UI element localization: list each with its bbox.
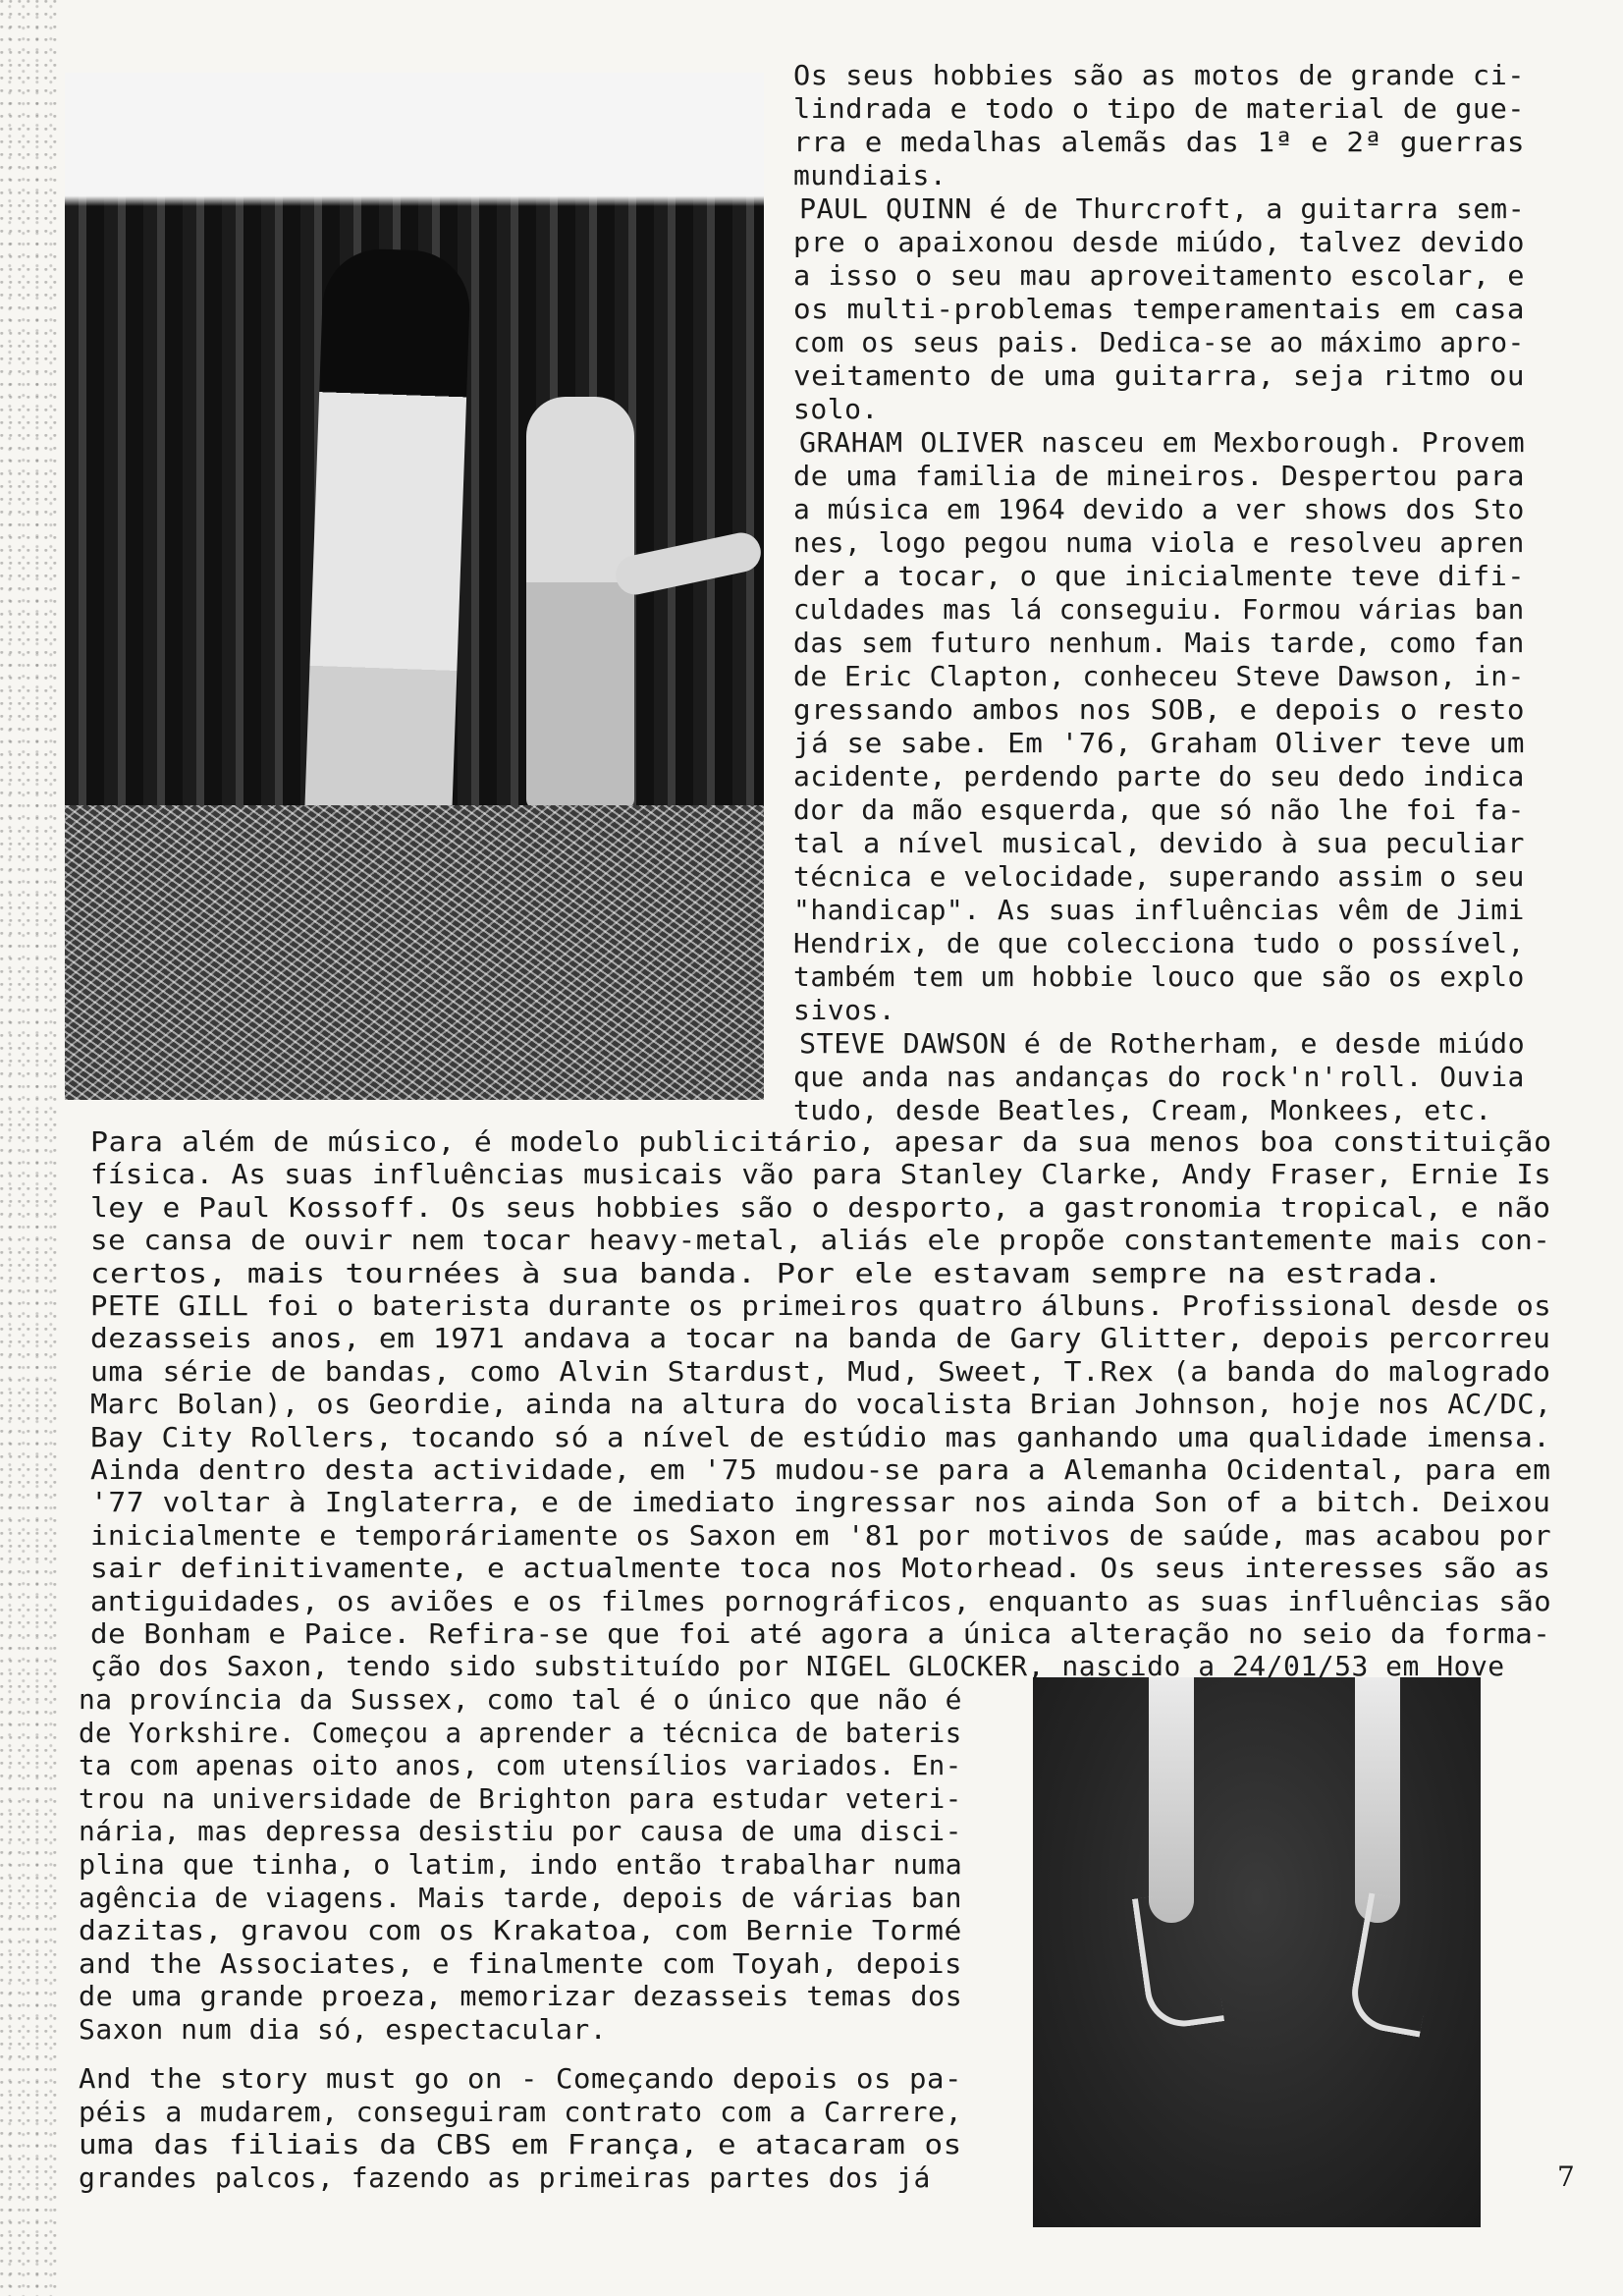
text-line: trou na universidade de Brighton para estudar veteri- (79, 1781, 962, 1815)
text-line: dazitas, gravou com os Krakatoa, com Bernie Tormé (79, 1914, 962, 1947)
text-line: ley e Paul Kossoff. Os seus hobbies são o desporto, a gastronomia tropical, e não (90, 1190, 1551, 1224)
text-line: certos, mais tournées à sua banda. Por ele estavam sempre na estrada. (90, 1256, 1443, 1289)
text-line: Hendrix, de que colecciona tudo o possível, (793, 927, 1525, 959)
text-line: física. As suas influências musicais vão para Stanley Clarke, Andy Fraser, Ernie Is (90, 1158, 1552, 1191)
text-line: mundiais. (793, 159, 947, 191)
text-line: ção dos Saxon, tendo sido substituído por NIGEL GLOCKER, nascido a 24/01/53 em Hove (90, 1650, 1505, 1683)
text-line: grandes palcos, fazendo as primeiras partes dos já (79, 2160, 931, 2194)
text-line: acidente, perdendo parte do seu dedo indica (793, 760, 1525, 793)
text-line: solo. (793, 393, 879, 425)
text-line: péis a mudarem, conseguiram contrato com a Carrere, (79, 2095, 963, 2128)
text-line: Saxon num dia só, espectacular. (79, 2013, 608, 2046)
text-line: PETE GILL foi o baterista durante os primeiros quatro álbuns. Profissional desde os (90, 1289, 1552, 1322)
text-line: der a tocar, o que inicialmente teve difi- (793, 560, 1526, 592)
text-line: Marc Bolan), os Geordie, ainda na altura do vocalista Brian Johnson, hoje nos AC/DC, (90, 1388, 1552, 1421)
text-line: os multi-problemas temperamentais em casa (793, 293, 1526, 325)
text-line: pre o apaixonou desde miúdo, talvez devido (793, 226, 1526, 258)
text-line: inicialmente e temporáriamente os Saxon em '81 por motivos de saúde, mas acabou por (90, 1518, 1552, 1552)
text-line: "handicap". As suas influências vêm de Jimi (793, 894, 1525, 926)
text-line: STEVE DAWSON é de Rotherham, e desde miúdo (799, 1027, 1526, 1060)
text-line: Os seus hobbies são as motos de grande ci- (793, 59, 1526, 91)
band-photo (65, 73, 764, 1100)
creature-claw-left (1132, 1888, 1224, 2031)
scan-speckle (0, 0, 59, 2296)
text-line: de Eric Clapton, conheceu Steve Dawson, in- (793, 660, 1525, 692)
text-line: de Yorkshire. Começou a aprender a técnica de bateris (79, 1716, 962, 1749)
text-line: sivos. (793, 994, 896, 1026)
creature-leg-right (1355, 1677, 1400, 1923)
text-line: já se sabe. Em '76, Graham Oliver teve um (793, 727, 1526, 759)
text-line: a isso o seu mau aproveitamento escolar, e (793, 259, 1526, 292)
text-line: que anda nas andanças do rock'n'roll. Ouvia (793, 1061, 1525, 1093)
text-line: culdades mas lá conseguiu. Formou várias ban (793, 593, 1525, 626)
text-line: com os seus pais. Dedica-se ao máximo apro- (793, 326, 1525, 358)
text-line: tudo, desde Beatles, Cream, Monkees, etc. (793, 1094, 1492, 1126)
text-line: uma das filiais da CBS em França, e atacaram os (79, 2128, 962, 2161)
text-line: nes, logo pegou numa viola e resolveu apren (793, 526, 1525, 559)
text-line: se cansa de ouvir nem tocar heavy-metal, aliás ele propõe constantemente mais con- (90, 1224, 1551, 1257)
creature-photo (1033, 1677, 1481, 2227)
figure-arm (612, 529, 764, 598)
text-line: técnica e velocidade, superando assim o seu (793, 860, 1525, 893)
text-line: a música em 1964 devido a ver shows dos Sto (793, 493, 1525, 525)
text-line: PAUL QUINN é de Thurcroft, a guitarra sem- (799, 192, 1526, 225)
text-line: veitamento de uma guitarra, seja ritmo ou (793, 359, 1526, 392)
text-line: tal a nível musical, devido à sua peculiar (793, 827, 1526, 859)
text-line: das sem futuro nenhum. Mais tarde, como fan (793, 627, 1525, 659)
text-line: de uma grande proeza, memorizar dezasseis temas dos (79, 1980, 963, 2013)
text-line: antiguidades, os aviões e os filmes pornográficos, enquanto as suas influências são (90, 1584, 1552, 1617)
text-line: dezasseis anos, em 1971 andava a tocar na banda de Gary Glitter, depois percorreu (90, 1322, 1551, 1355)
grass-ground (65, 805, 764, 1100)
text-line: na província da Sussex, como tal é o único que não é (79, 1683, 962, 1716)
creature-leg-left (1149, 1677, 1194, 1923)
page-number: 7 (1557, 2160, 1575, 2193)
text-line: também tem um hobbie louco que são os explo (793, 960, 1525, 993)
text-line: And the story must go on - Começando depois os pa- (79, 2062, 962, 2095)
text-line: '77 voltar à Inglaterra, e de imediato ingressar nos ainda Son of a bitch. Deixou (90, 1486, 1551, 1519)
background-figure (526, 397, 634, 809)
text-line: Para além de músico, é modelo publicitário, apesar da sua menos boa constituição (90, 1125, 1552, 1158)
text-line: de uma familia de mineiros. Despertou para (793, 460, 1526, 492)
text-line: nária, mas depressa desistiu por causa de uma disci- (79, 1815, 962, 1848)
text-line: ta com apenas oito anos, com utensílios variados. En- (79, 1749, 962, 1782)
text-line: sair definitivamente, e actualmente toca nos Motorhead. Os seus interesses são as (90, 1552, 1551, 1585)
text-line: Bay City Rollers, tocando só a nível de estúdio mas ganhando uma qualidade imensa. (90, 1420, 1551, 1453)
text-line: GRAHAM OLIVER nasceu em Mexborough. Provem (799, 426, 1526, 459)
text-line: dor da mão esquerda, que só não lhe foi fa- (793, 793, 1525, 826)
text-line: gressando ambos nos SOB, e depois o resto (793, 693, 1526, 726)
text-line: agência de viagens. Mais tarde, depois de várias ban (79, 1881, 962, 1914)
text-line: and the Associates, e finalmente com Toyah, depois (79, 1946, 962, 1980)
text-line: plina que tinha, o latim, indo então trabalhar numa (79, 1848, 963, 1881)
text-line: de Bonham e Paice. Refira-se que foi até agora a única alteração no seio da forma- (90, 1617, 1551, 1650)
text-line: rra e medalhas alemãs das 1ª e 2ª guerras (793, 126, 1526, 158)
text-line: Ainda dentro desta actividade, em '75 mudou-se para a Alemanha Ocidental, para em (90, 1453, 1551, 1486)
text-line: uma série de bandas, como Alvin Stardust, Mud, Sweet, T.Rex (a banda do malogrado (90, 1354, 1551, 1388)
text-line: lindrada e todo o tipo de material de gue- (793, 92, 1526, 125)
